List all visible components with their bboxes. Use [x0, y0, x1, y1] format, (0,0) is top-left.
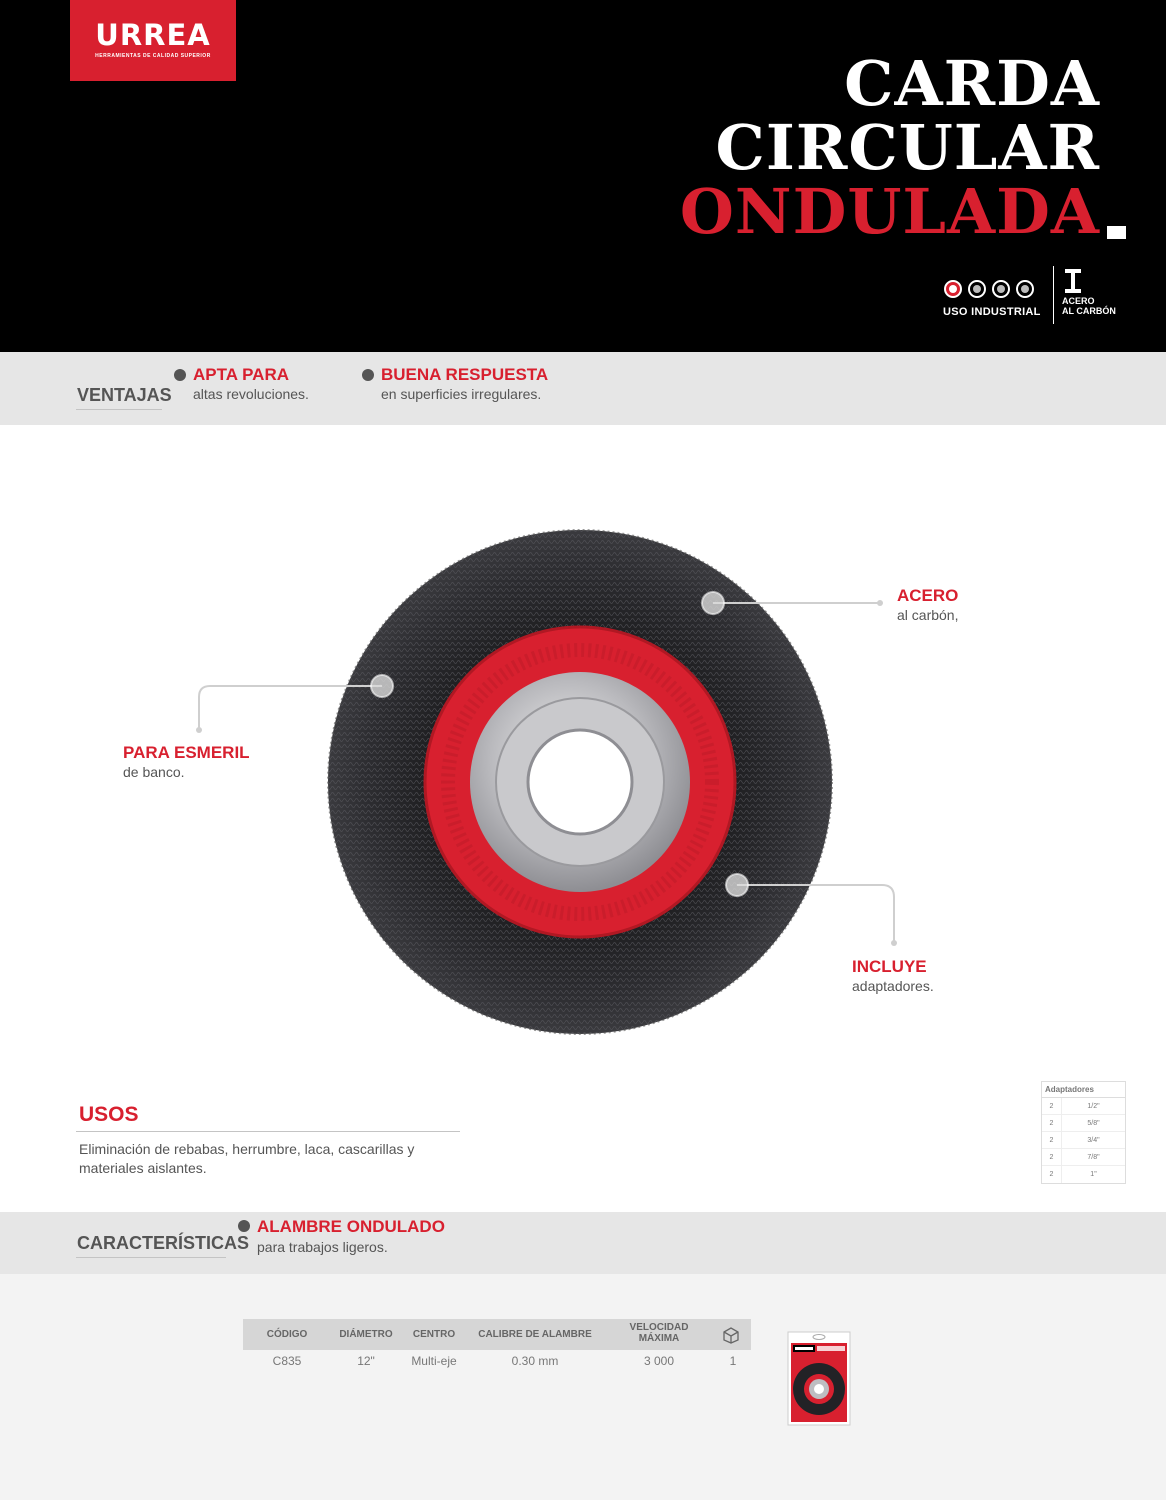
adapter-row: [1042, 1115, 1125, 1132]
spec-table-row: [243, 1350, 751, 1372]
adapter-size: 1": [1090, 1171, 1097, 1178]
adapters-table: [1041, 1081, 1126, 1184]
adapter-size: 7/8": [1087, 1154, 1100, 1161]
adapter-qty: 2: [1042, 1149, 1062, 1165]
brand-tagline: HERRAMIENTAS DE CALIDAD SUPERIOR: [95, 53, 211, 59]
ventaja-title-2: BUENA RESPUESTA: [381, 365, 549, 384]
usos-divider: [76, 1131, 460, 1132]
usage-level-dot: [992, 280, 1010, 298]
usage-level-dot: [1016, 280, 1034, 298]
ventajas-underline: [76, 409, 162, 410]
header-velocidad-line-2: MÁXIMA: [638, 1333, 680, 1344]
badge-divider: [1053, 266, 1054, 324]
adapter-qty: 2: [1042, 1098, 1062, 1114]
usage-badges: [940, 266, 1130, 326]
header-codigo: CÓDIGO: [266, 1329, 308, 1340]
brand-logo[interactable]: [70, 0, 236, 81]
header: [0, 0, 1166, 352]
title-line-2: CIRCULAR: [715, 111, 1100, 184]
lower-section: [0, 1274, 1166, 1500]
spec-table-header: [243, 1319, 751, 1350]
cell-diametro: 12": [357, 1354, 375, 1368]
header-velocidad-line-1: VELOCIDAD: [629, 1322, 689, 1333]
adapters-heading: Adaptadores: [1042, 1082, 1125, 1098]
ventaja-subtitle-2: en superficies irregulares.: [381, 386, 542, 402]
adapter-qty: 2: [1042, 1132, 1062, 1148]
header-centro: CENTRO: [412, 1329, 456, 1340]
adapter-size: 3/4": [1087, 1137, 1100, 1144]
usage-level-dot-filled: [944, 280, 962, 298]
wire-wheel-image: [325, 527, 835, 1037]
header-calibre: CALIBRE DE ALAMBRE: [478, 1329, 592, 1340]
material-line-1: ACERO: [1062, 296, 1095, 306]
spec-table: [243, 1319, 751, 1372]
ventajas-band: [0, 352, 1166, 425]
header-velocidad: [603, 1322, 715, 1344]
bullet-icon: [362, 369, 374, 381]
usos-text: Eliminación de rebabas, herrumbre, laca, cascarillas y materiales aislantes.: [79, 1141, 415, 1176]
cell-velocidad: 3 000: [643, 1354, 675, 1368]
material-line-2: AL CARBÓN: [1062, 306, 1116, 316]
title-line-1: CARDA: [844, 47, 1100, 120]
caracteristicas-band: [0, 1212, 1166, 1274]
packaging-image: [787, 1331, 851, 1426]
callout-incluye-subtitle: adaptadores.: [852, 978, 934, 994]
adapter-row: [1042, 1166, 1125, 1183]
brand-name: URREA: [95, 18, 211, 52]
caracteristicas-underline: [76, 1257, 226, 1258]
adapter-size: 5/8": [1087, 1120, 1100, 1127]
usage-label: USO INDUSTRIAL: [943, 306, 1041, 318]
callout-incluye-title: INCLUYE: [852, 957, 927, 976]
caracteristica-subtitle-1: para trabajos ligeros.: [257, 1239, 388, 1255]
bullet-icon: [174, 369, 186, 381]
ventajas-heading: VENTAJAS: [77, 385, 172, 405]
cell-centro: Multi-eje: [411, 1354, 457, 1368]
product-title: [679, 47, 1100, 248]
material-label: [1062, 296, 1116, 316]
header-diametro: DIÁMETRO: [339, 1329, 393, 1340]
i-beam-icon: [1064, 268, 1082, 294]
adapter-row: [1042, 1098, 1125, 1115]
adapter-qty: 2: [1042, 1115, 1062, 1131]
cell-calibre: 0.30 mm: [511, 1354, 559, 1368]
ventaja-title-1: APTA PARA: [193, 365, 290, 384]
adapter-size: 1/2": [1087, 1103, 1100, 1110]
title-line-3: ONDULADA: [679, 175, 1100, 248]
adapter-row: [1042, 1149, 1125, 1166]
callout-esmeril-title: PARA ESMERIL: [123, 743, 250, 762]
adapter-row: [1042, 1132, 1125, 1149]
usage-level-dot: [968, 280, 986, 298]
cell-codigo: C835: [272, 1354, 302, 1368]
caracteristica-title-1: ALAMBRE ONDULADO: [257, 1217, 445, 1236]
bullet-icon: [238, 1220, 250, 1232]
cell-empaque: 1: [729, 1354, 737, 1368]
title-period: [1107, 226, 1126, 239]
usos-heading: USOS: [79, 1103, 139, 1126]
caracteristicas-heading: CARACTERÍSTICAS: [77, 1233, 250, 1253]
adapter-qty: 2: [1042, 1166, 1062, 1183]
callout-esmeril-subtitle: de banco.: [123, 764, 185, 780]
callout-acero-title: ACERO: [897, 586, 959, 605]
box-icon: [722, 1326, 740, 1344]
callout-acero-subtitle: al carbón,: [897, 607, 959, 623]
ventaja-subtitle-1: altas revoluciones.: [193, 386, 309, 402]
